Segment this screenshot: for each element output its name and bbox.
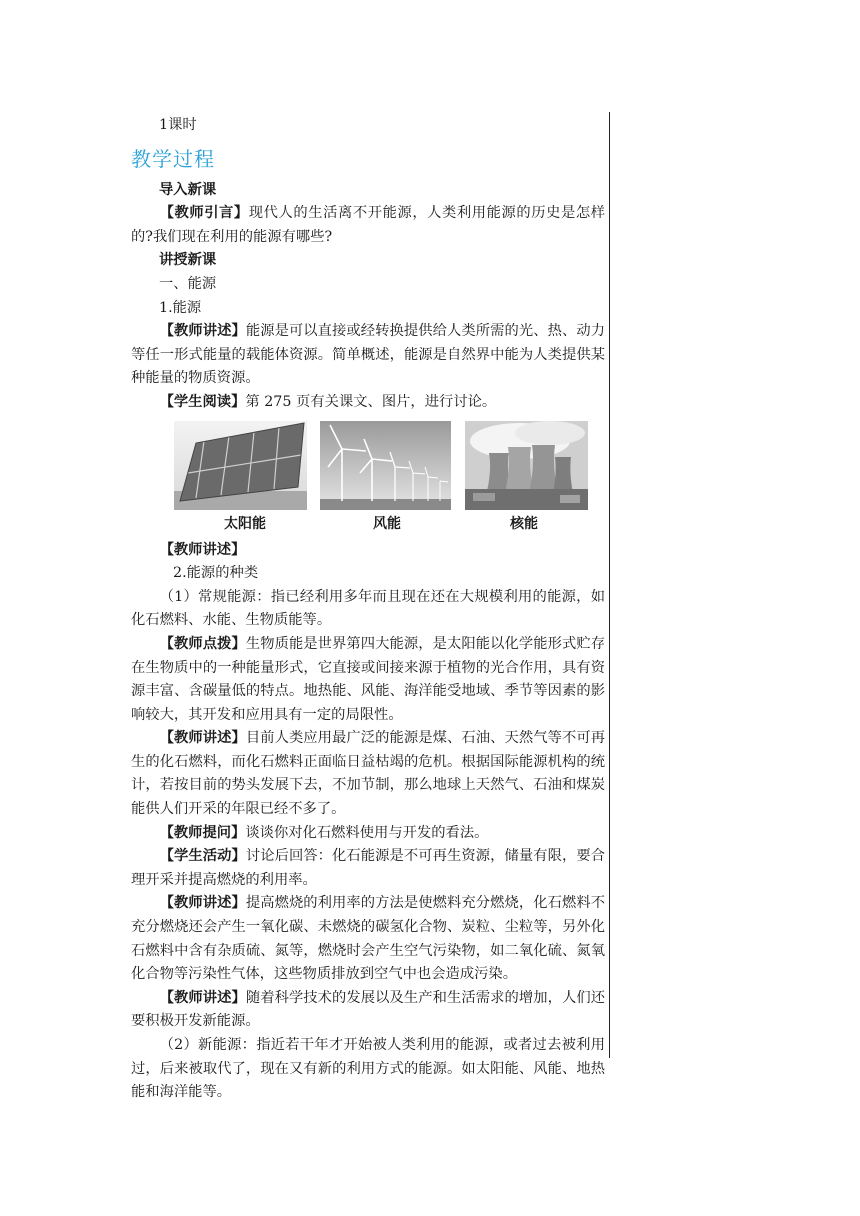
wind-turbine-photo [320,421,451,510]
section-energy: 一、能源 [159,275,217,292]
caption-wind: 风能 [373,515,401,532]
new-lesson-heading: 讲授新课 [159,252,217,269]
period-label: 1课时 [159,117,197,133]
paragraph-teacher-talk-4: 【教师讲述】提高燃烧的利用率的方法是使燃料充分燃烧，化石燃料不充分燃烧还会产生一氧化碳、未燃烧的碳氢化合物、炭粒、尘粒等，另外化石燃料中含有杂质硫、氮等，燃烧时会产生空气污染物，如二氧化硫、氮氧化合物等污染性气体，这些物质排放到空气中也会造成污染。 [131,895,606,983]
energy-images [131,415,605,539]
paragraph-student-read: 【学生阅读】第 275 页有关课文、图片，进行讨论。 [159,393,497,410]
intro-heading: 导入新课 [159,181,217,198]
paragraph-teacher-talk-3: 【教师讲述】目前人类应用最广泛的能源是煤、石油、天然气等不可再生的化石燃料，而化石燃料正面临日益枯竭的危机。根据国际能源机构的统计，若按目前的势头发展下去，不加节制，那么地球上天然气、石油和煤炭能供人们开采的年限已经不多了。 [131,730,606,818]
paragraph-student-activity: 【学生活动】讨论后回答：化石能源是不可再生资源，储量有限，要合理开采并提高燃烧的利用率。 [131,848,606,888]
nuclear-plant-photo [465,421,588,510]
solar-panel-photo [174,421,307,510]
subsection-energy-types: 2.能源的种类 [173,565,259,582]
paragraph-teacher-talk-5: 【教师讲述】随着科学技术的发展以及生产和生活需求的增加，人们还要积极开发新能源。 [131,989,606,1030]
paragraph-teacher-intro: 【教师引言】现代人的生活离不开能源，人类利用能源的历史是怎样的?我们现在利用的能源有哪些? [131,205,606,245]
paragraph-teacher-question: 【教师提问】谈谈你对化石燃料使用与开发的看法。 [159,824,489,841]
margin-rule [609,112,610,1058]
paragraph-conventional-energy: （1）常规能源：指已经利用多年而且现在还在大规模利用的能源，如化石燃料、水能、生物质能等。 [131,588,605,629]
paragraph-teacher-tip: 【教师点拨】生物质能是世界第四大能源，是太阳能以化学能形式贮存在生物质中的一种能量形式，它直接或间接来源于植物的光合作用，具有资源丰富、含碳量低的特点。地热能、风能、海洋能受地域、季节等因素的影响较大，其开发和应用具有一定的局限性。 [131,635,606,723]
paragraph-teacher-talk-1: 【教师讲述】能源是可以直接或经转换提供给人类所需的光、热、动力等任一形式能量的载能体资源。简单概述，能源是自然界中能为人类提供某种能量的物质资源。 [131,323,606,387]
caption-solar: 太阳能 [224,515,266,532]
paragraph-new-energy: （2）新能源：指近若干年才开始被人类利用的能源，或者过去被利用过，后来被取代了，现在又有新的利用方式的能源。如太阳能、风能、地热能和海洋能等。 [131,1037,605,1101]
section-title: 教学过程 [131,146,215,171]
caption-nuclear: 核能 [510,515,538,532]
lesson-content [131,114,605,1105]
subsection-energy: 1.能源 [159,299,202,316]
paragraph-teacher-talk-2: 【教师讲述】 [159,541,246,558]
